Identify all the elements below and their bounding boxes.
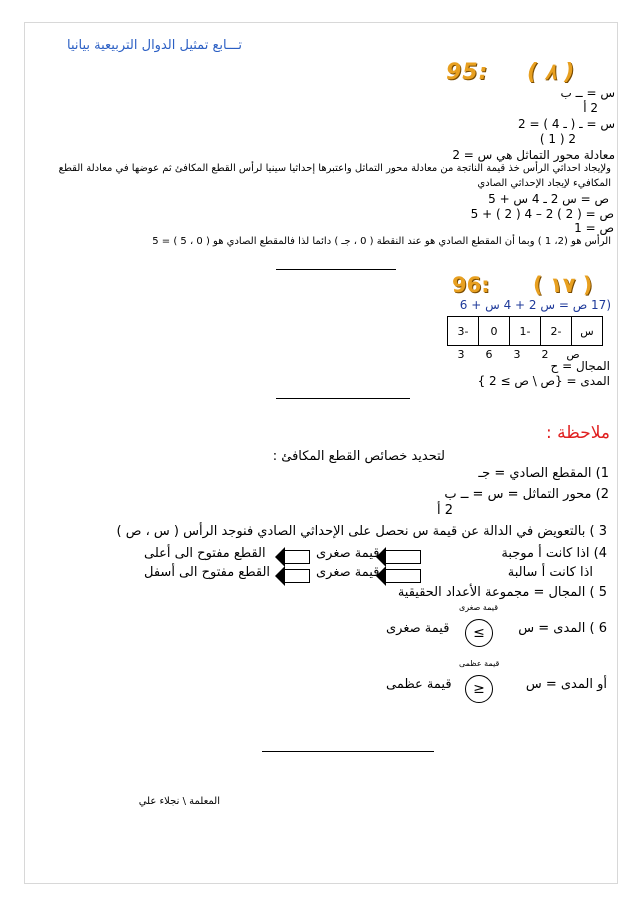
note-item-4a-end: القطع مفتوح الى أعلى [144,546,266,561]
exercise-badge-8: ( ٨ ) [527,60,575,85]
domain-statement: المجال = ح [550,359,610,373]
range-statement: المدى = {ص \ ص ≥ 2 } [477,374,610,388]
less-equal-symbol: ≤ [465,619,493,647]
note-item-4b: اذا كانت أ سالبة [507,565,593,580]
values-table [447,316,603,346]
note-item-4b-end: القطع مفتوح الى أسفل [144,565,271,580]
note-item-1: 1) المقطع الصادي = جـ [478,466,609,481]
table-row-x [448,317,603,346]
min-label-small: قيمة صغرى [459,603,499,612]
arrow-icon [285,550,310,564]
note-item-2-denominator: 2 أ [436,503,453,518]
page-title: تـــابع تمثيل الدوال التربيعية بيانيا [66,38,242,53]
axis-calc: س = ـ ( ـ 4 ) = 2 [518,117,615,131]
table-cell: 3 [457,348,465,361]
max-label-small: قيمة عظمى [459,659,500,668]
function-equation-17: (17 ص = س 2 + 4 س + 6 [459,298,611,312]
table-cell: -3 [448,317,479,346]
note-item-4a: 4) اذا كانت أ موجبة [501,546,607,561]
substitution: ص = ( 2 ) 2 – 4 ( 2 ) + 5 [470,207,614,221]
table-cell: 6 [485,348,493,361]
note-item-3: 3 ) بالتعويض في الدالة عن قيمة س نحصل على الإحداثي الصادي فنوجد الرأس ( س ، ص ) [116,524,607,539]
axis-equation: معادلة محور التماثل هي س = 2 [452,148,615,162]
divider [276,269,396,270]
arrow-icon [386,550,421,564]
note-intro: لتحديد خصائص القطع المكافئ : [272,449,445,464]
table-cell: 2 [541,348,549,361]
y-result: ص = 1 [574,221,614,235]
note-item-4b-mid: قيمة صغرى [316,565,380,580]
divider [262,751,434,752]
table-header-y: ص [566,348,580,361]
note-item-4a-mid: قيمة صغرى [316,546,380,561]
table-cell: 0 [479,317,510,346]
vertex-instruction: ولإيجاد احداثي الرأس خذ قيمة الناتجة من معادلة محور التماثل واعتبرها إحداثيا سينيا لرأس القطع المكافئ ثم عوضها في معادلة القطع [58,163,611,174]
vertex-and-intercept: الرأس هو (2، 1 ) وبما أن المقطع الصادي هو عند النقطة ( 0 ، جـ ) دائما لذا فالمقطع الصادي هو ( 0 ، 5 ) = 5 [152,236,611,247]
exercise-badge-17: ( ١٧ ) [533,273,593,297]
vertex-formula: س = ــ ب [560,86,615,100]
vertex-instruction-cont: المكافيء لإيجاد الإحداثي الصادي [477,178,611,189]
note-item-2: 2) محور التماثل = س = ــ ب [444,487,609,502]
teacher-signature: المعلمة \ نجلاء علي [138,796,220,807]
note-item-7-value: قيمة عظمى [386,677,452,692]
page-number-96: 96: [452,273,490,297]
vertex-formula-denominator: 2 أ [583,101,598,115]
table-cell: -1 [510,317,541,346]
page-number-95: 95: [446,60,489,85]
note-item-7: أو المدى = س [525,677,607,692]
table-header-x: س [572,317,603,346]
note-item-5: 5 ) المجال = مجموعة الأعداد الحقيقية [397,585,607,600]
note-item-6-value: قيمة صغرى [386,621,450,636]
arrow-icon [285,569,310,583]
table-cell: -2 [541,317,572,346]
axis-calc-denominator: 2 ( 1 ) [539,132,576,146]
note-item-6: 6 ) المدى = س [518,621,607,636]
table-cell: 3 [513,348,521,361]
note-heading: ملاحظة : [546,423,610,443]
greater-equal-symbol: ≥ [465,675,493,703]
arrow-icon [386,569,421,583]
function-equation: ص = س 2 ـ 4 س + 5 [488,192,609,206]
divider [276,398,410,399]
